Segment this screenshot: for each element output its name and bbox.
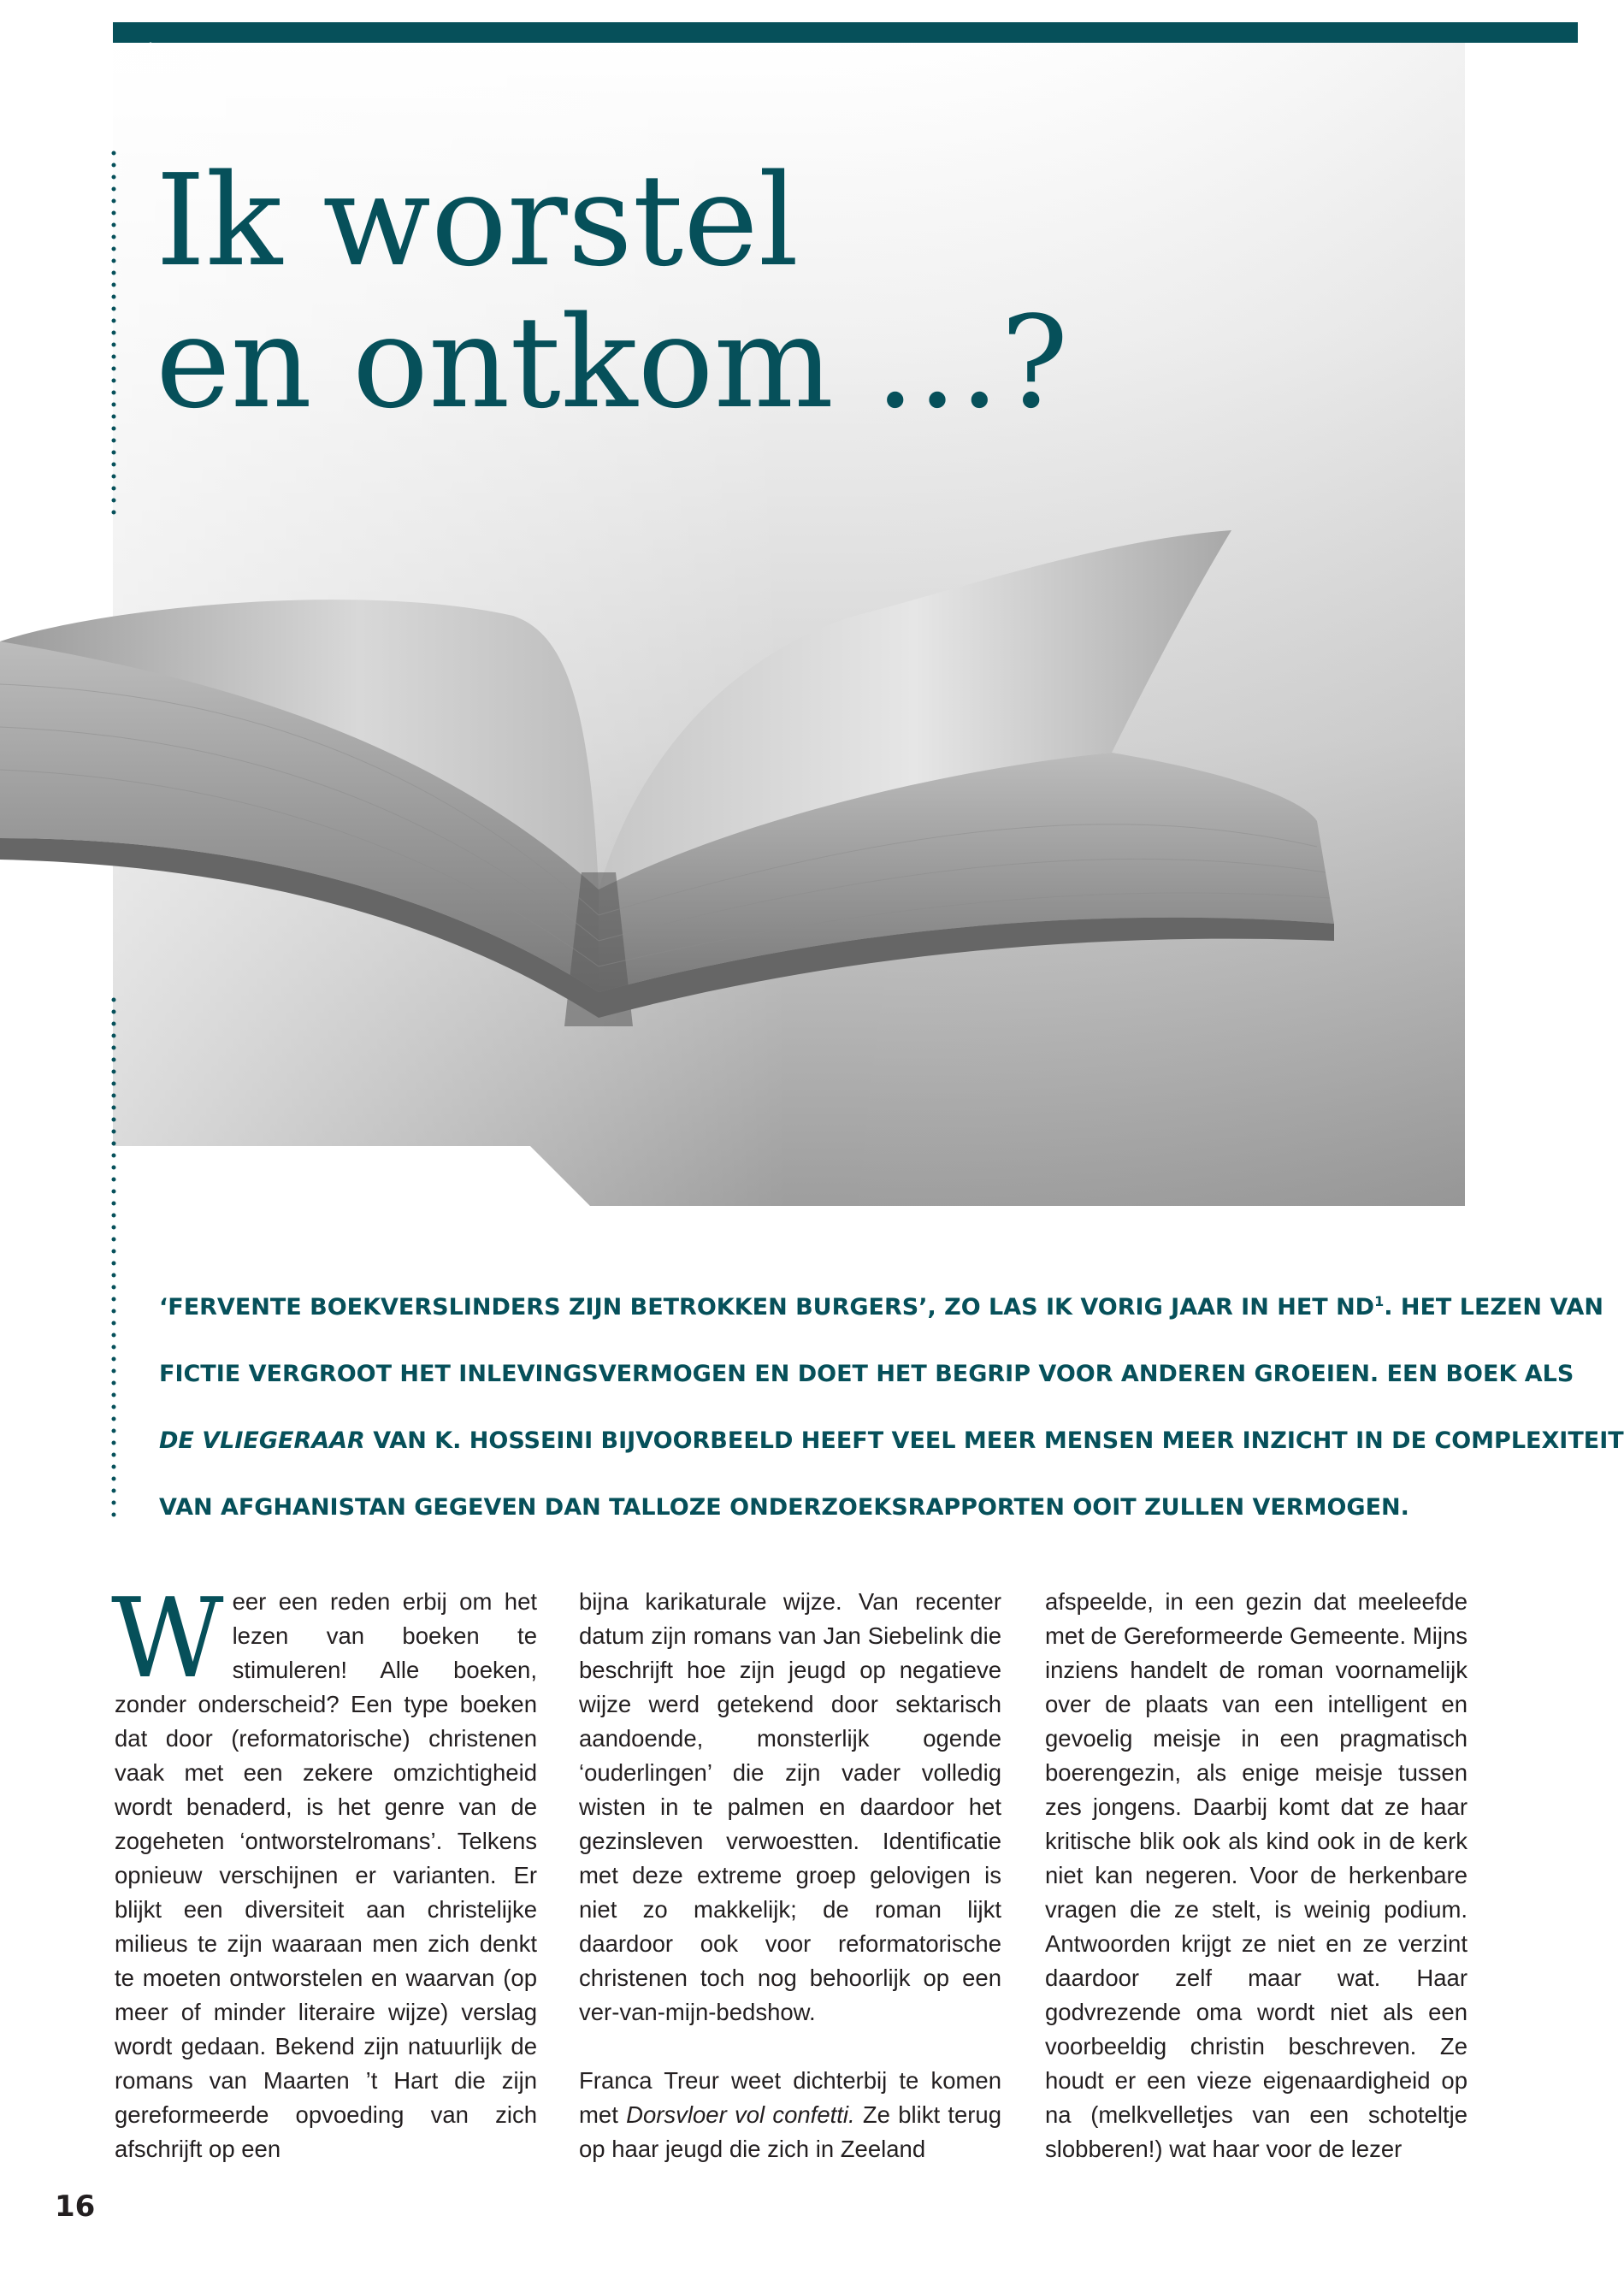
intro-line-1: ‘FERVENTE BOEKVERSLINDERS ZIJN BETROKKEN BURGERS’, ZO LAS IK VORIG JAAR IN HET $ND^1$. HET LEZEN VAN: [159, 1293, 1603, 1321]
body-paragraph: Weer een reden erbij om het lezen van boeken te stimuleren! Alle boeken, zonder onderscheid? Een type boeken dat door (reformatorische) christenen vaak met een zekere omzichtigheid wordt benaderd, is het genre van de zogeheten ‘ontworstelromans’. Telkens opnieuw verschijnen er varianten. Er blijkt een diversiteit aan christelijke milieus te zijn waaraan men zich denkt te moeten ontworstelen en waarvan (op meer of minder literaire wijze) verslag wordt gedaan. Bekend zijn natuurlijk de romans van Maarten ’t Hart die zijn gereformeerde opvoeding van zich afschrijft op een: [111, 1575, 537, 2162]
article-intro: [159, 1274, 1624, 1541]
dotted-rule-upper: [109, 150, 118, 526]
body-column-1: [111, 1575, 537, 2166]
body-paragraph: afspeelde, in een gezin dat meeleefde met de Gereformeerde Gemeente. Mijns inziens handelt de roman voornamelijk over de plaats van een intelligent en gevoelig meisje in een pragmatisch boerengezin, als enige meisje tussen zes jongens. Daarbij komt dat ze haar kritische blik ook als kind ook in de kerk niet kan negeren. Voor de herkenbare vragen die ze stelt, is weinig podium. Antwoorden krijgt ze niet en ze verzint daardoor zelf maar wat. Haar godvrezende oma wordt niet als een voorbeeldig christin beschreven. Ze houdt er een vieze eigenaardigheid op na (melkvelletjes van een schoteltje slobberen!) wat haar voor de lezer: [1045, 1588, 1468, 2162]
intro-line-2: FICTIE VERGROOT HET INLEVINGSVERMOGEN EN DOET HET BEGRIP VOOR ANDEREN GROEIEN. EEN BOEK ALS: [159, 1361, 1574, 1387]
body-column-2: [579, 1585, 1001, 2166]
article-title-line-1: Ik worstel: [156, 147, 800, 294]
body-paragraph: bijna karikaturale wijze. Van recenter datum zijn romans van Jan Siebelink die beschrijft hoe zijn jeugd op negatieve wijze werd getekend door sektarisch aandoende, monsterlijk ogende ‘ouderlingen’ die zijn vader volledig wisten in te palmen en daardoor het gezinsleven verwoestten. Identificatie met deze extreme groep gelovigen is niet zo makkelijk; de roman lijkt daardoor ook voor reformatorische christenen toch nog behoorlijk op een ver-van-mijn-bedshow.: [579, 1588, 1001, 2025]
intro-line-4: VAN AFGHANISTAN GEGEVEN DAN TALLOZE ONDERZOEKSRAPPORTEN OOIT ZULLEN VERMOGEN.: [159, 1494, 1409, 1521]
article-title: [156, 147, 1069, 436]
book-title-emphasis: DE VLIEGERAAR: [159, 1427, 365, 1454]
book-title-emphasis: Dorsvloer vol confetti.: [626, 2101, 855, 2128]
drop-cap: W: [111, 1575, 224, 1703]
page-number: 16: [55, 2189, 96, 2224]
open-book-image: [0, 513, 1465, 1026]
footnote-marker: 1: [1374, 1293, 1385, 1309]
intro-line-3: DE VLIEGERAAR VAN K. HOSSEINI BIJVOORBEELD HEEFT VEEL MEER MENSEN MEER INZICHT IN DE COMPLEXITEIT: [159, 1427, 1624, 1454]
dotted-rule-lower: [109, 996, 118, 1522]
article-title-line-2: en ontkom …?: [156, 289, 1069, 436]
body-paragraph: Franca Treur weet dichterbij te komen met Dorsvloer vol confetti. Ze blikt terug op haar jeugd die zich in Zeeland: [579, 2067, 1002, 2162]
body-column-3: [1045, 1585, 1468, 2166]
